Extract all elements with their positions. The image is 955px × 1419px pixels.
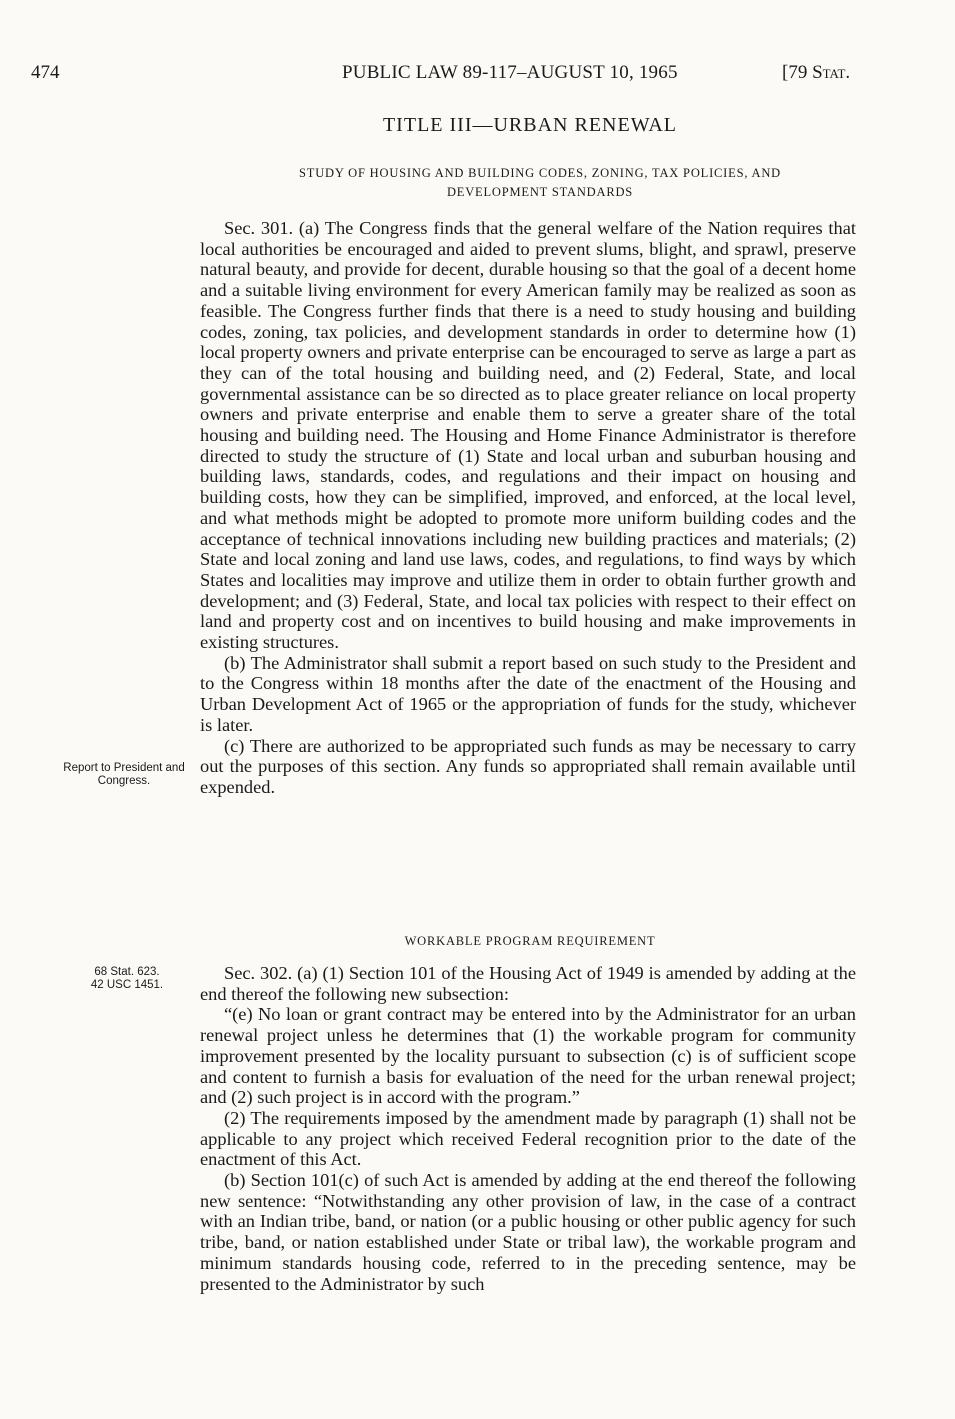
margin-note-report: Report to President and Congress. (63, 762, 185, 787)
section-302-quoted-subsection: “(e) No loan or grant contract may be entered into by the Administrator for an urban renewal project unless he determines that (1) the workable program for community improvement presented by the locality pursuant to subsection (c) is of sufficient scope and content to furnish a basis for evaluation of the need for the urban renewal project; and (2) such project is in accord with the program.” (200, 1004, 856, 1108)
section-302-paragraph-b: (b) Section 101(c) of such Act is amended by adding at the end thereof the following new sentence: “Notwithstanding any other provision of law, in the case of a contract with an Indian tribe, band, or nation (or a public housing or other public agency for such tribe, band, or nation established under State or tribal law), the workable program and minimum standards housing code, referred to in the preceding sentence, may be presented to the Administrator by such (200, 1170, 856, 1294)
page-number: 474 (31, 62, 60, 83)
section-301-body (200, 218, 856, 798)
title-heading: TITLE III—URBAN RENEWAL (382, 114, 678, 136)
margin-note-stat-line: 68 Stat. 623. (94, 966, 160, 978)
margin-note-usc-line: 42 USC 1451. (90, 979, 164, 991)
section-302-heading: WORKABLE PROGRAM REQUIREMENT (404, 934, 656, 948)
statute-reference: [79 Stat. (782, 62, 851, 83)
section-301-paragraph-a: Sec. 301. (a) The Congress finds that the general welfare of the Nation requires that local authorities be encouraged and aided to prevent slums, blight, and sprawl, preserve natural beauty, and provide for decent, durable housing so that the goal of a decent home and a suitable living environment for every American family may be realized as soon as feasible. The Congress further finds that there is a need to study housing and building codes, zoning, tax policies, and development standards in order to determine how (1) local property owners and private enterprise can be encouraged to serve as large a part as they can of the total housing and building need, and (2) Federal, State, and local governmental assistance can be so directed as to place greater reliance on local property owners and private enterprise and enable them to serve a greater share of the total housing and building need. The Housing and Home Finance Administrator is therefore directed to study the structure of (1) State and local urban and suburban housing and building laws, standards, codes, and regulations and their impact on housing and building costs, how they can be simplified, improved, and enforced, at the local level, and what methods might be adopted to promote more uniform building codes and the acceptance of technical innovations including new building practices and materials; (2) State and local zoning and land use laws, codes, and regulations, to find ways by which States and localities may improve and utilize them in order to obtain further growth and development; and (3) Federal, State, and local tax policies with respect to their effect on land and property cost and on incentives to build housing and make improvements in existing structures. (200, 218, 856, 653)
section-302-paragraph-a1: Sec. 302. (a) (1) Section 101 of the Housing Act of 1949 is amended by adding at the end thereof the following new subsection: (200, 963, 856, 1004)
section-301-paragraph-c: (c) There are authorized to be appropriated such funds as may be necessary to carry out the purposes of this section. Any funds so appropriated shall remain available until expended. (200, 735, 856, 797)
section-302-paragraph-a2: (2) The requirements imposed by the amendment made by paragraph (1) shall not be applicable to any project which received Federal recognition prior to the date of the enactment of this Act. (200, 1107, 856, 1170)
section-301-heading-line2: DEVELOPMENT STANDARDS (446, 185, 634, 199)
section-301-heading (150, 164, 930, 202)
section-301-paragraph-b: (b) The Administrator shall submit a report based on such study to the President and to the Congress within 18 months after the date of the enactment of the Housing and Urban Development Act of 1965 or the appropriation of funds for the study, whichever is later. (200, 652, 856, 735)
running-title: PUBLIC LAW 89-117–AUGUST 10, 1965 (342, 62, 678, 83)
section-302-body (200, 963, 856, 1294)
running-header (0, 62, 955, 90)
margin-note-statute (52, 966, 202, 992)
section-301-heading-line1: STUDY OF HOUSING AND BUILDING CODES, ZONING, TAX POLICIES, AND (299, 166, 781, 180)
